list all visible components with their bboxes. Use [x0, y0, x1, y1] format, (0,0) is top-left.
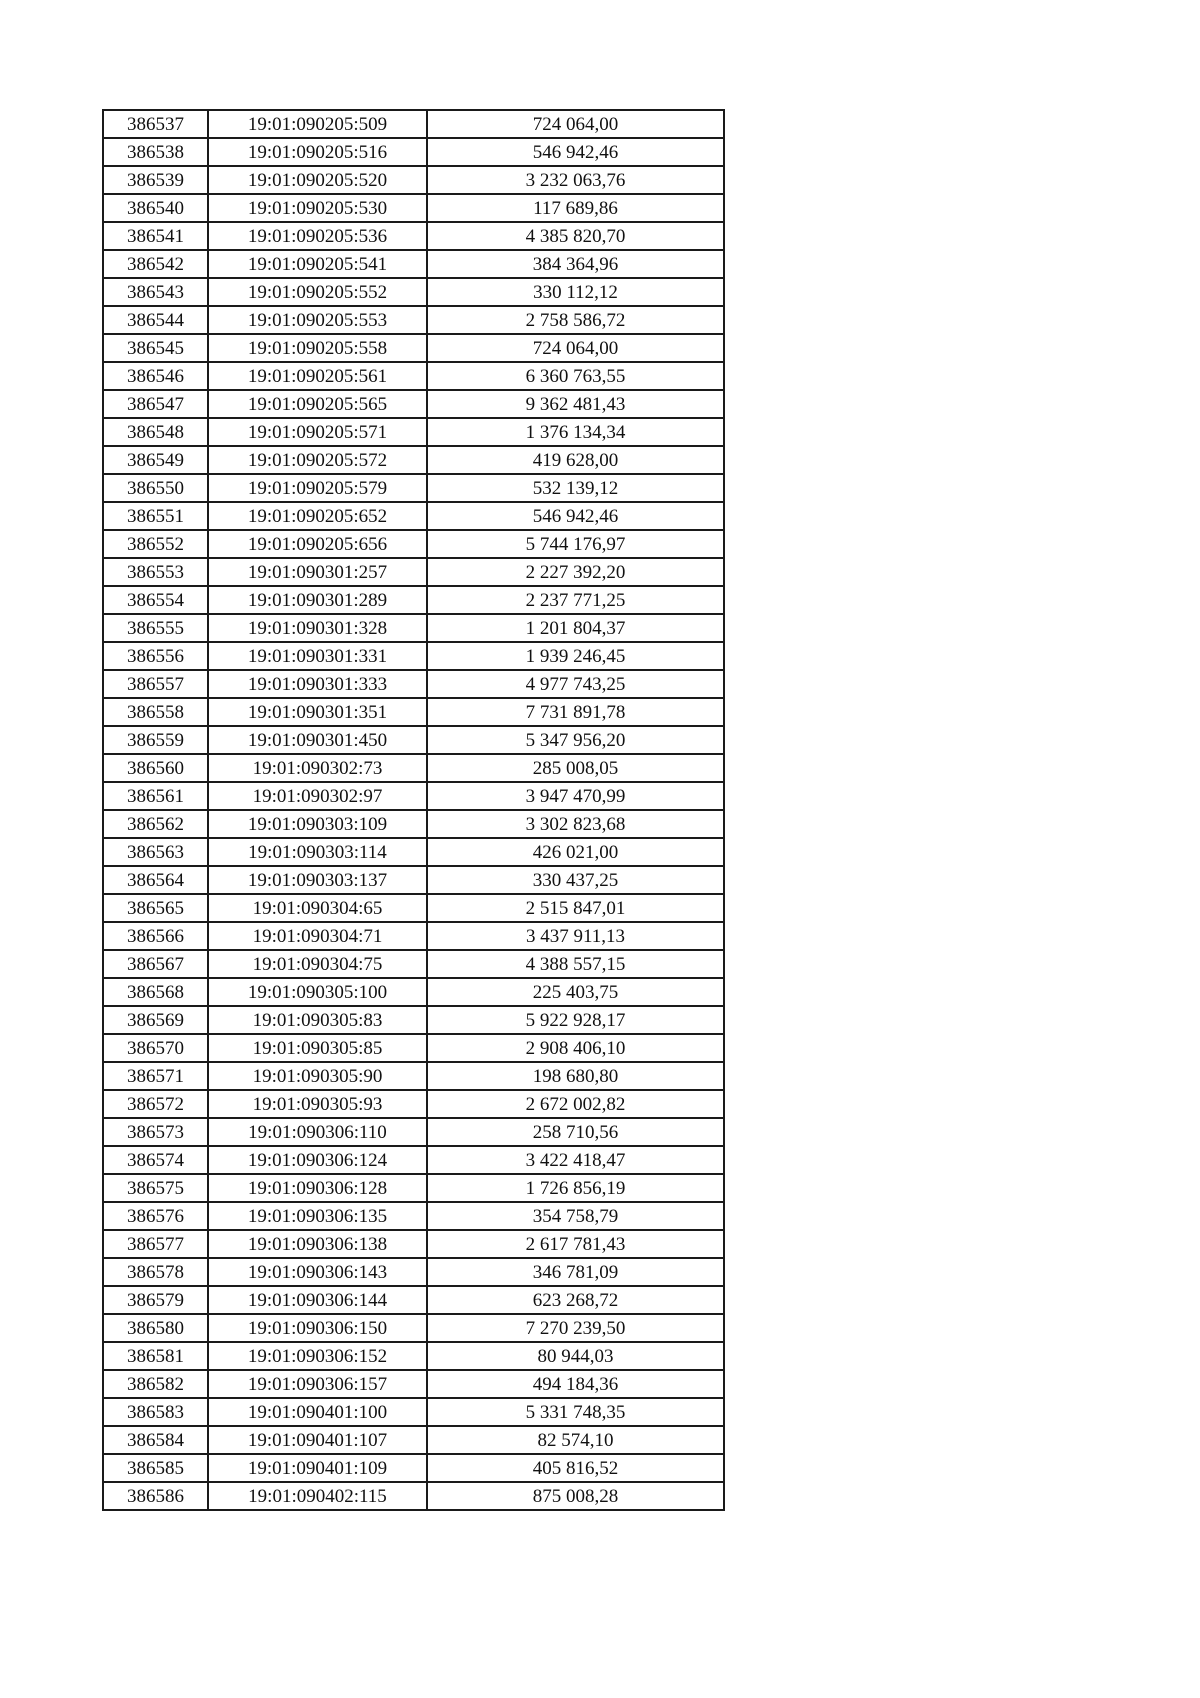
table-row	[103, 1258, 724, 1286]
table-row	[103, 754, 724, 782]
table-row	[103, 1314, 724, 1342]
row-number-cell: 386557	[103, 670, 208, 698]
row-number-cell: 386585	[103, 1454, 208, 1482]
row-number-cell: 386555	[103, 614, 208, 642]
cadastral-value-table	[102, 109, 725, 1511]
row-number-cell: 386543	[103, 278, 208, 306]
row-number-cell: 386578	[103, 1258, 208, 1286]
row-number-cell: 386579	[103, 1286, 208, 1314]
table-row	[103, 306, 724, 334]
table-row	[103, 1454, 724, 1482]
row-number-cell: 386560	[103, 754, 208, 782]
row-number-cell: 386573	[103, 1118, 208, 1146]
table-row	[103, 1398, 724, 1426]
row-number-cell: 386541	[103, 222, 208, 250]
cadastral-number-cell: 19:01:090303:109	[208, 810, 427, 838]
cadastral-number-cell: 19:01:090205:552	[208, 278, 427, 306]
table-row	[103, 278, 724, 306]
cadastral-value-cell: 2 515 847,01	[427, 894, 724, 922]
cadastral-value-cell: 225 403,75	[427, 978, 724, 1006]
cadastral-value-cell: 3 437 911,13	[427, 922, 724, 950]
cadastral-value-cell: 7 270 239,50	[427, 1314, 724, 1342]
row-number-cell: 386577	[103, 1230, 208, 1258]
row-number-cell: 386552	[103, 530, 208, 558]
table-row	[103, 1090, 724, 1118]
cadastral-number-cell: 19:01:090205:579	[208, 474, 427, 502]
cadastral-value-cell: 419 628,00	[427, 446, 724, 474]
table-row	[103, 922, 724, 950]
row-number-cell: 386545	[103, 334, 208, 362]
cadastral-number-cell: 19:01:090205:536	[208, 222, 427, 250]
table-row	[103, 1174, 724, 1202]
table-row	[103, 1482, 724, 1510]
table-row	[103, 1118, 724, 1146]
table-row	[103, 642, 724, 670]
table-body	[103, 110, 724, 1510]
cadastral-number-cell: 19:01:090306:128	[208, 1174, 427, 1202]
cadastral-number-cell: 19:01:090205:520	[208, 166, 427, 194]
row-number-cell: 386571	[103, 1062, 208, 1090]
row-number-cell: 386551	[103, 502, 208, 530]
row-number-cell: 386582	[103, 1370, 208, 1398]
cadastral-number-cell: 19:01:090302:73	[208, 754, 427, 782]
row-number-cell: 386549	[103, 446, 208, 474]
row-number-cell: 386538	[103, 138, 208, 166]
cadastral-value-cell: 4 388 557,15	[427, 950, 724, 978]
cadastral-number-cell: 19:01:090306:143	[208, 1258, 427, 1286]
cadastral-number-cell: 19:01:090205:572	[208, 446, 427, 474]
row-number-cell: 386544	[103, 306, 208, 334]
cadastral-number-cell: 19:01:090301:289	[208, 586, 427, 614]
row-number-cell: 386563	[103, 838, 208, 866]
table-row	[103, 1230, 724, 1258]
cadastral-value-cell: 494 184,36	[427, 1370, 724, 1398]
table-row	[103, 1370, 724, 1398]
cadastral-number-cell: 19:01:090205:652	[208, 502, 427, 530]
table-row	[103, 978, 724, 1006]
cadastral-value-cell: 1 201 804,37	[427, 614, 724, 642]
cadastral-value-cell: 2 908 406,10	[427, 1034, 724, 1062]
cadastral-value-cell: 3 947 470,99	[427, 782, 724, 810]
cadastral-number-cell: 19:01:090306:110	[208, 1118, 427, 1146]
cadastral-value-cell: 117 689,86	[427, 194, 724, 222]
cadastral-value-cell: 426 021,00	[427, 838, 724, 866]
cadastral-number-cell: 19:01:090303:137	[208, 866, 427, 894]
cadastral-value-cell: 724 064,00	[427, 334, 724, 362]
cadastral-number-cell: 19:01:090304:65	[208, 894, 427, 922]
row-number-cell: 386554	[103, 586, 208, 614]
row-number-cell: 386570	[103, 1034, 208, 1062]
row-number-cell: 386547	[103, 390, 208, 418]
cadastral-number-cell: 19:01:090401:109	[208, 1454, 427, 1482]
cadastral-value-cell: 354 758,79	[427, 1202, 724, 1230]
table-row	[103, 614, 724, 642]
row-number-cell: 386550	[103, 474, 208, 502]
table-row	[103, 250, 724, 278]
cadastral-number-cell: 19:01:090306:135	[208, 1202, 427, 1230]
row-number-cell: 386553	[103, 558, 208, 586]
row-number-cell: 386576	[103, 1202, 208, 1230]
cadastral-value-cell: 198 680,80	[427, 1062, 724, 1090]
cadastral-value-cell: 4 977 743,25	[427, 670, 724, 698]
table-row	[103, 1426, 724, 1454]
cadastral-number-cell: 19:01:090205:561	[208, 362, 427, 390]
cadastral-value-cell: 2 237 771,25	[427, 586, 724, 614]
row-number-cell: 386566	[103, 922, 208, 950]
cadastral-number-cell: 19:01:090205:565	[208, 390, 427, 418]
cadastral-value-cell: 3 302 823,68	[427, 810, 724, 838]
cadastral-number-cell: 19:01:090301:328	[208, 614, 427, 642]
table-row	[103, 670, 724, 698]
cadastral-number-cell: 19:01:090205:553	[208, 306, 427, 334]
cadastral-value-cell: 5 922 928,17	[427, 1006, 724, 1034]
cadastral-value-cell: 3 232 063,76	[427, 166, 724, 194]
cadastral-value-cell: 2 758 586,72	[427, 306, 724, 334]
cadastral-value-cell: 7 731 891,78	[427, 698, 724, 726]
table-row	[103, 1286, 724, 1314]
cadastral-number-cell: 19:01:090301:257	[208, 558, 427, 586]
cadastral-value-cell: 546 942,46	[427, 138, 724, 166]
table-row	[103, 446, 724, 474]
cadastral-value-cell: 724 064,00	[427, 110, 724, 138]
cadastral-number-cell: 19:01:090205:571	[208, 418, 427, 446]
cadastral-value-cell: 5 744 176,97	[427, 530, 724, 558]
row-number-cell: 386569	[103, 1006, 208, 1034]
table-row	[103, 586, 724, 614]
cadastral-number-cell: 19:01:090205:516	[208, 138, 427, 166]
cadastral-number-cell: 19:01:090302:97	[208, 782, 427, 810]
cadastral-value-cell: 4 385 820,70	[427, 222, 724, 250]
table-row	[103, 362, 724, 390]
cadastral-number-cell: 19:01:090306:157	[208, 1370, 427, 1398]
table-row	[103, 950, 724, 978]
table-row	[103, 698, 724, 726]
row-number-cell: 386546	[103, 362, 208, 390]
cadastral-value-cell: 82 574,10	[427, 1426, 724, 1454]
table-row	[103, 390, 724, 418]
cadastral-value-cell: 80 944,03	[427, 1342, 724, 1370]
cadastral-number-cell: 19:01:090205:656	[208, 530, 427, 558]
row-number-cell: 386581	[103, 1342, 208, 1370]
cadastral-number-cell: 19:01:090303:114	[208, 838, 427, 866]
table-row	[103, 726, 724, 754]
cadastral-value-cell: 623 268,72	[427, 1286, 724, 1314]
cadastral-value-cell: 5 331 748,35	[427, 1398, 724, 1426]
cadastral-value-cell: 330 112,12	[427, 278, 724, 306]
row-number-cell: 386542	[103, 250, 208, 278]
cadastral-number-cell: 19:01:090205:509	[208, 110, 427, 138]
cadastral-number-cell: 19:01:090205:541	[208, 250, 427, 278]
table-row	[103, 558, 724, 586]
cadastral-number-cell: 19:01:090306:138	[208, 1230, 427, 1258]
cadastral-value-cell: 875 008,28	[427, 1482, 724, 1510]
table-row	[103, 1342, 724, 1370]
table-row	[103, 138, 724, 166]
cadastral-value-cell: 9 362 481,43	[427, 390, 724, 418]
table-row	[103, 334, 724, 362]
cadastral-number-cell: 19:01:090402:115	[208, 1482, 427, 1510]
cadastral-number-cell: 19:01:090301:450	[208, 726, 427, 754]
cadastral-value-cell: 532 139,12	[427, 474, 724, 502]
row-number-cell: 386580	[103, 1314, 208, 1342]
cadastral-number-cell: 19:01:090205:530	[208, 194, 427, 222]
table-row	[103, 166, 724, 194]
cadastral-value-cell: 1 939 246,45	[427, 642, 724, 670]
cadastral-value-cell: 5 347 956,20	[427, 726, 724, 754]
row-number-cell: 386561	[103, 782, 208, 810]
table-row	[103, 838, 724, 866]
table-row	[103, 1146, 724, 1174]
cadastral-number-cell: 19:01:090305:83	[208, 1006, 427, 1034]
table-row	[103, 782, 724, 810]
cadastral-number-cell: 19:01:090205:558	[208, 334, 427, 362]
cadastral-value-cell: 258 710,56	[427, 1118, 724, 1146]
cadastral-number-cell: 19:01:090306:144	[208, 1286, 427, 1314]
table-row	[103, 110, 724, 138]
cadastral-value-cell: 6 360 763,55	[427, 362, 724, 390]
cadastral-value-cell: 2 227 392,20	[427, 558, 724, 586]
row-number-cell: 386567	[103, 950, 208, 978]
cadastral-value-cell: 405 816,52	[427, 1454, 724, 1482]
row-number-cell: 386564	[103, 866, 208, 894]
row-number-cell: 386572	[103, 1090, 208, 1118]
table-row	[103, 194, 724, 222]
table-row	[103, 1202, 724, 1230]
row-number-cell: 386556	[103, 642, 208, 670]
table-row	[103, 1006, 724, 1034]
cadastral-number-cell: 19:01:090305:100	[208, 978, 427, 1006]
cadastral-number-cell: 19:01:090304:75	[208, 950, 427, 978]
row-number-cell: 386559	[103, 726, 208, 754]
table-row	[103, 530, 724, 558]
cadastral-number-cell: 19:01:090401:107	[208, 1426, 427, 1454]
table-row	[103, 502, 724, 530]
row-number-cell: 386539	[103, 166, 208, 194]
cadastral-value-cell: 1 376 134,34	[427, 418, 724, 446]
cadastral-value-cell: 384 364,96	[427, 250, 724, 278]
row-number-cell: 386584	[103, 1426, 208, 1454]
cadastral-value-cell: 546 942,46	[427, 502, 724, 530]
table-row	[103, 1034, 724, 1062]
row-number-cell: 386548	[103, 418, 208, 446]
cadastral-number-cell: 19:01:090306:124	[208, 1146, 427, 1174]
row-number-cell: 386565	[103, 894, 208, 922]
cadastral-value-cell: 2 672 002,82	[427, 1090, 724, 1118]
cadastral-number-cell: 19:01:090305:85	[208, 1034, 427, 1062]
cadastral-number-cell: 19:01:090305:93	[208, 1090, 427, 1118]
row-number-cell: 386568	[103, 978, 208, 1006]
cadastral-number-cell: 19:01:090301:331	[208, 642, 427, 670]
row-number-cell: 386574	[103, 1146, 208, 1174]
row-number-cell: 386540	[103, 194, 208, 222]
cadastral-number-cell: 19:01:090301:351	[208, 698, 427, 726]
cadastral-value-cell: 285 008,05	[427, 754, 724, 782]
cadastral-value-cell: 1 726 856,19	[427, 1174, 724, 1202]
table-row	[103, 418, 724, 446]
cadastral-number-cell: 19:01:090306:150	[208, 1314, 427, 1342]
cadastral-number-cell: 19:01:090301:333	[208, 670, 427, 698]
cadastral-value-cell: 3 422 418,47	[427, 1146, 724, 1174]
cadastral-number-cell: 19:01:090305:90	[208, 1062, 427, 1090]
table-row	[103, 474, 724, 502]
cadastral-number-cell: 19:01:090304:71	[208, 922, 427, 950]
row-number-cell: 386537	[103, 110, 208, 138]
table-row	[103, 1062, 724, 1090]
row-number-cell: 386586	[103, 1482, 208, 1510]
row-number-cell: 386583	[103, 1398, 208, 1426]
row-number-cell: 386558	[103, 698, 208, 726]
table-row	[103, 222, 724, 250]
row-number-cell: 386575	[103, 1174, 208, 1202]
cadastral-value-cell: 330 437,25	[427, 866, 724, 894]
row-number-cell: 386562	[103, 810, 208, 838]
cadastral-value-cell: 2 617 781,43	[427, 1230, 724, 1258]
cadastral-value-cell: 346 781,09	[427, 1258, 724, 1286]
table-row	[103, 810, 724, 838]
table-row	[103, 894, 724, 922]
cadastral-number-cell: 19:01:090306:152	[208, 1342, 427, 1370]
table-row	[103, 866, 724, 894]
cadastral-number-cell: 19:01:090401:100	[208, 1398, 427, 1426]
